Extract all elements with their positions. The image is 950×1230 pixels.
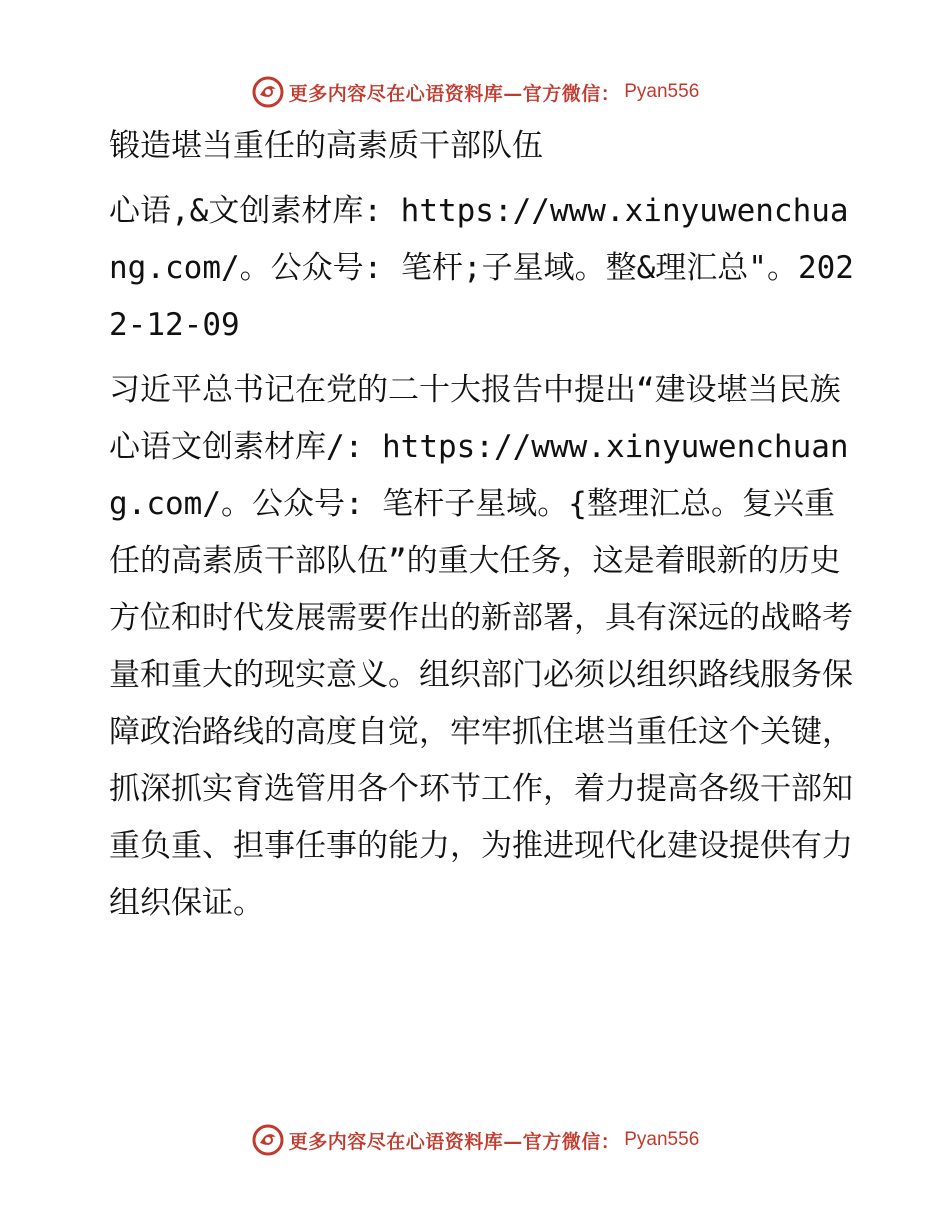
header-banner-text: 更多内容尽在心语资料库—官方微信： <box>288 82 621 105</box>
red-swirl-logo-icon <box>251 1123 285 1157</box>
header-banner <box>0 70 950 114</box>
footer-banner-text: 更多内容尽在心语资料库—官方微信： <box>288 1130 621 1153</box>
source-line: 心语,&文创素材库: https://www.xinyuwenchuang.com/。公众号: 笔杆;子星域。整&理汇总"。2022-12-09 <box>109 193 854 343</box>
document-title: 锻造堪当重任的高素质干部队伍 <box>109 128 543 164</box>
document-content <box>97 118 857 932</box>
header-banner-handle: Pyan556 <box>624 81 700 102</box>
footer-banner <box>0 1118 950 1162</box>
footer-banner-handle: Pyan556 <box>624 1129 700 1150</box>
red-swirl-logo-icon <box>251 75 285 109</box>
body-paragraph: 习近平总书记在党的二十大报告中提出“建设堪当民族心语文创素材库/: https://www.xinyuwenchuang.com/。公众号: 笔杆子星域。{整理汇总。复兴重任的高素质干部队伍”的重大任务，这是着眼新的历史方位和时代发展需要作出的新部署，具有深远的战略考量和重大的现实意义。组织部门必须以组织路线服务保障政治路线的高度自觉，牢牢抓住堪当重任这个关键，抓深抓实育选管用各个环节工作，着力提高各级干部知重负重、担事任事的能力，为推进现代化建设提供有力组织保证。 <box>109 372 853 921</box>
